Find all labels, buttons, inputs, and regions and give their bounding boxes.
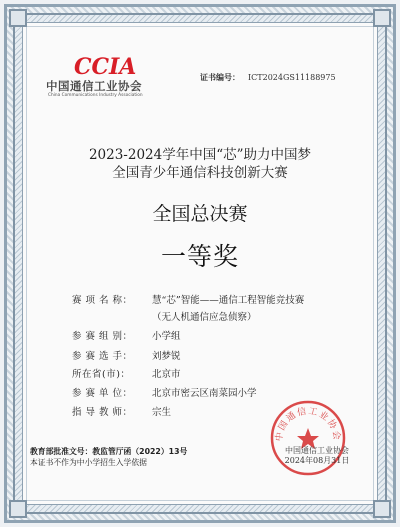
issuer-block [262,446,372,466]
detail-value: 北京市密云区南菜园小学 [152,388,257,399]
detail-row-unit [72,385,257,399]
ccia-logo [46,54,156,106]
detail-value: 刘梦锐 [152,351,181,362]
certificate-number-value: ICT2024GS11188975 [248,73,336,82]
certificate-number-label: 证书编号： [200,73,240,82]
detail-row-event-sub [152,309,257,323]
detail-label: 指 导 教 师： [72,407,133,418]
detail-label: 参 赛 选 手： [72,351,133,362]
detail-row-group [72,328,181,342]
award-title: 一等奖 [160,242,239,271]
detail-label: 所在省(市)： [72,369,131,380]
competition-title-line1: 2023-2024学年中国“芯”助力中国梦 [88,147,312,163]
corner-ornament [373,500,391,518]
detail-value: 慧“芯”智能——通信工程智能竞技赛 [152,295,305,306]
corner-ornament [9,500,27,518]
detail-value: （无人机通信应急侦察） [152,312,257,323]
competition-title-line2: 全国青少年通信科技创新大赛 [112,165,288,181]
detail-label: 赛 项 名 称： [72,295,133,306]
logo-ccia-text: CCIA [74,54,137,80]
detail-value: 北京市 [152,369,181,380]
detail-label: 参 赛 单 位： [72,388,133,399]
detail-row-province [72,366,181,380]
detail-label: 参 赛 组 别： [72,331,133,342]
stage-title: 全国总决赛 [152,203,248,225]
issuer-name: 中国通信工业协会 [285,446,349,455]
footer-notes [30,446,230,468]
detail-row-event [72,292,304,306]
logo-english-name: China Communications Industry Association [48,93,143,98]
detail-row-contestant [72,348,181,362]
corner-ornament [9,9,27,27]
detail-value: 小学组 [152,331,181,342]
corner-ornament [373,9,391,27]
certificate-number [200,72,336,83]
logo-chinese-name: 中国通信工业协会 [46,79,142,93]
official-seal-icon [268,398,348,478]
issue-date: 2024年08月31日 [284,456,350,465]
disclaimer-note: 本证书不作为中小学招生入学依据 [30,458,147,467]
detail-row-teacher [72,404,171,418]
detail-value: 宗生 [152,407,172,418]
approval-number: 教育部批准文号：教监管厅函（2022）13号 [30,447,188,456]
seal-text: 中国通信工业协会 [274,406,342,442]
